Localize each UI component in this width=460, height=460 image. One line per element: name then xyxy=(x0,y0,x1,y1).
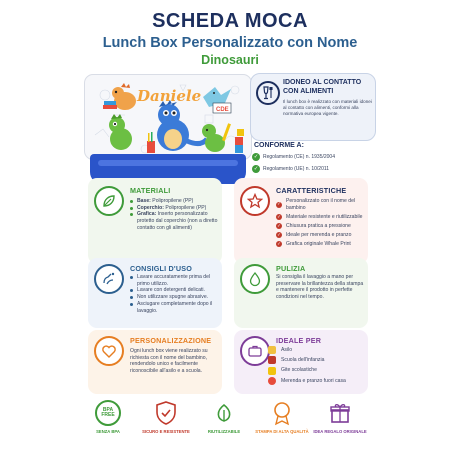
check-icon: ✓ xyxy=(253,166,259,172)
ideal-for-title: IDEALE PER xyxy=(276,336,322,345)
usage-tips-card xyxy=(88,258,222,328)
list-item: Base: Polipropilene (PP) xyxy=(130,198,218,205)
check-icon: ✓ xyxy=(277,241,281,247)
leaf-icon xyxy=(94,186,124,216)
school-icon xyxy=(268,356,276,364)
personalization-text: Ogni lunch box viene realizzato su richiesta con il nome del bambino, rendendolo unico e facilmente riconoscibile all'asilo e a scuola. xyxy=(130,348,208,375)
water-drop-icon xyxy=(240,264,270,294)
features-card xyxy=(234,178,368,264)
product-image xyxy=(84,74,252,190)
apple-icon xyxy=(268,377,276,385)
badge-bpa-free: BPA FREE SENZA BPA xyxy=(80,400,136,434)
compliance-title: CONFORME A: xyxy=(254,142,304,149)
page-title: SCHEDA MOCA xyxy=(152,10,308,32)
personalization-title: PERSONALIZZAZIONE xyxy=(130,336,212,345)
materials-title: MATERIALI xyxy=(130,186,171,195)
materials-list xyxy=(130,198,218,232)
ideal-for-card xyxy=(234,330,368,394)
gift-icon xyxy=(327,400,353,426)
check-icon: ✓ xyxy=(253,154,259,160)
list-item: Lavare accuratamente prima del primo utilizzo. xyxy=(130,274,218,287)
food-contact-text: Il lunch box è realizzato con materiali idonei al contatto con alimenti, conformi alla normativa europea vigente. xyxy=(283,99,372,116)
list-item: Gite scolastiche xyxy=(268,367,366,375)
heart-icon xyxy=(94,336,124,366)
food-glass-fork-icon xyxy=(256,81,280,105)
usage-tips-list xyxy=(130,274,218,314)
list-item: Merenda e pranzo fuori casa xyxy=(268,377,366,385)
quality-medal-icon xyxy=(269,400,295,426)
check-icon: ✓ xyxy=(277,201,281,207)
list-item: Grafica: Inserto personalizzato protetto dal coperchio (non a diretto contatto con gli alimenti) xyxy=(130,211,218,231)
bpa-free-icon: BPA FREE xyxy=(95,400,121,426)
bus-icon xyxy=(268,367,276,375)
page-header xyxy=(0,10,460,67)
cleaning-text: Si consiglia il lavaggio a mano per preservare la brillantezza della stampa e mantenere il prodotto in perfette condizioni nel tempo. xyxy=(276,274,364,301)
food-contact-card xyxy=(250,73,376,141)
page-subtitle: Lunch Box Personalizzato con Nome xyxy=(102,35,358,51)
house-icon xyxy=(268,346,276,354)
check-icon: ✓ xyxy=(277,222,281,228)
features-list xyxy=(276,198,366,250)
svg-text:CDE: CDE xyxy=(216,107,229,113)
badge-reusable: RIUTILIZZABILE xyxy=(196,400,252,434)
cleaning-title: PULIZIA xyxy=(276,264,306,273)
shield-icon xyxy=(153,400,179,426)
list-item: Scuola dell'infanzia xyxy=(268,356,366,364)
list-item: ✓ Grafica originale Whale Print xyxy=(277,241,351,248)
list-item: ✓ Personalizzato con il nome del bambino xyxy=(277,198,356,211)
cleaning-card xyxy=(234,258,368,328)
list-item: Asciugare completamente dopo il lavaggio. xyxy=(130,301,218,314)
usage-tips-title: CONSIGLI D'USO xyxy=(130,264,193,273)
compliance-item: ✓ Regolamento (UE) n. 10/2011 xyxy=(253,166,330,172)
badge-safe: SICURO E RESISTENTE xyxy=(138,400,194,434)
star-icon xyxy=(240,186,270,216)
list-item: ✓ Ideale per merenda e pranzo xyxy=(277,231,352,238)
list-item: Non utilizzare spugne abrasive. xyxy=(130,294,218,301)
ideal-for-list xyxy=(268,346,366,388)
hands-washing-icon xyxy=(94,264,124,294)
recycle-leaf-icon xyxy=(211,400,237,426)
materials-card xyxy=(88,178,222,264)
list-item: Asilo xyxy=(268,346,366,354)
product-variant: Dinosauri xyxy=(201,53,259,67)
badge-quality-print: STAMPA DI ALTA QUALITÀ xyxy=(254,400,310,434)
lunchbox-base-shine xyxy=(98,160,238,166)
list-item: ✓ Chiusura pratica a pressione xyxy=(277,222,351,229)
lunchbox-lid xyxy=(84,74,252,160)
list-item: Lavare con detergenti delicati. xyxy=(130,287,218,294)
list-item: ✓ Materiale resistente e riutilizzabile xyxy=(277,213,363,220)
compliance-section xyxy=(252,142,382,173)
feature-badges xyxy=(80,400,380,452)
list-item: Coperchio: Polipropilene (PP) xyxy=(130,205,218,212)
check-icon: ✓ xyxy=(277,213,281,219)
badge-gift: IDEA REGALO ORIGINALE xyxy=(312,400,368,434)
personalized-name: Daniele xyxy=(137,87,202,105)
lunchbox-icon xyxy=(240,336,270,366)
features-title: CARATTERISTICHE xyxy=(276,186,347,195)
compliance-item: ✓ Regolamento (CE) n. 1935/2004 xyxy=(253,154,335,160)
personalization-card xyxy=(88,330,222,394)
check-icon: ✓ xyxy=(277,231,281,237)
food-contact-title: IDONEO AL CONTATTO CON ALIMENTI xyxy=(283,79,362,95)
